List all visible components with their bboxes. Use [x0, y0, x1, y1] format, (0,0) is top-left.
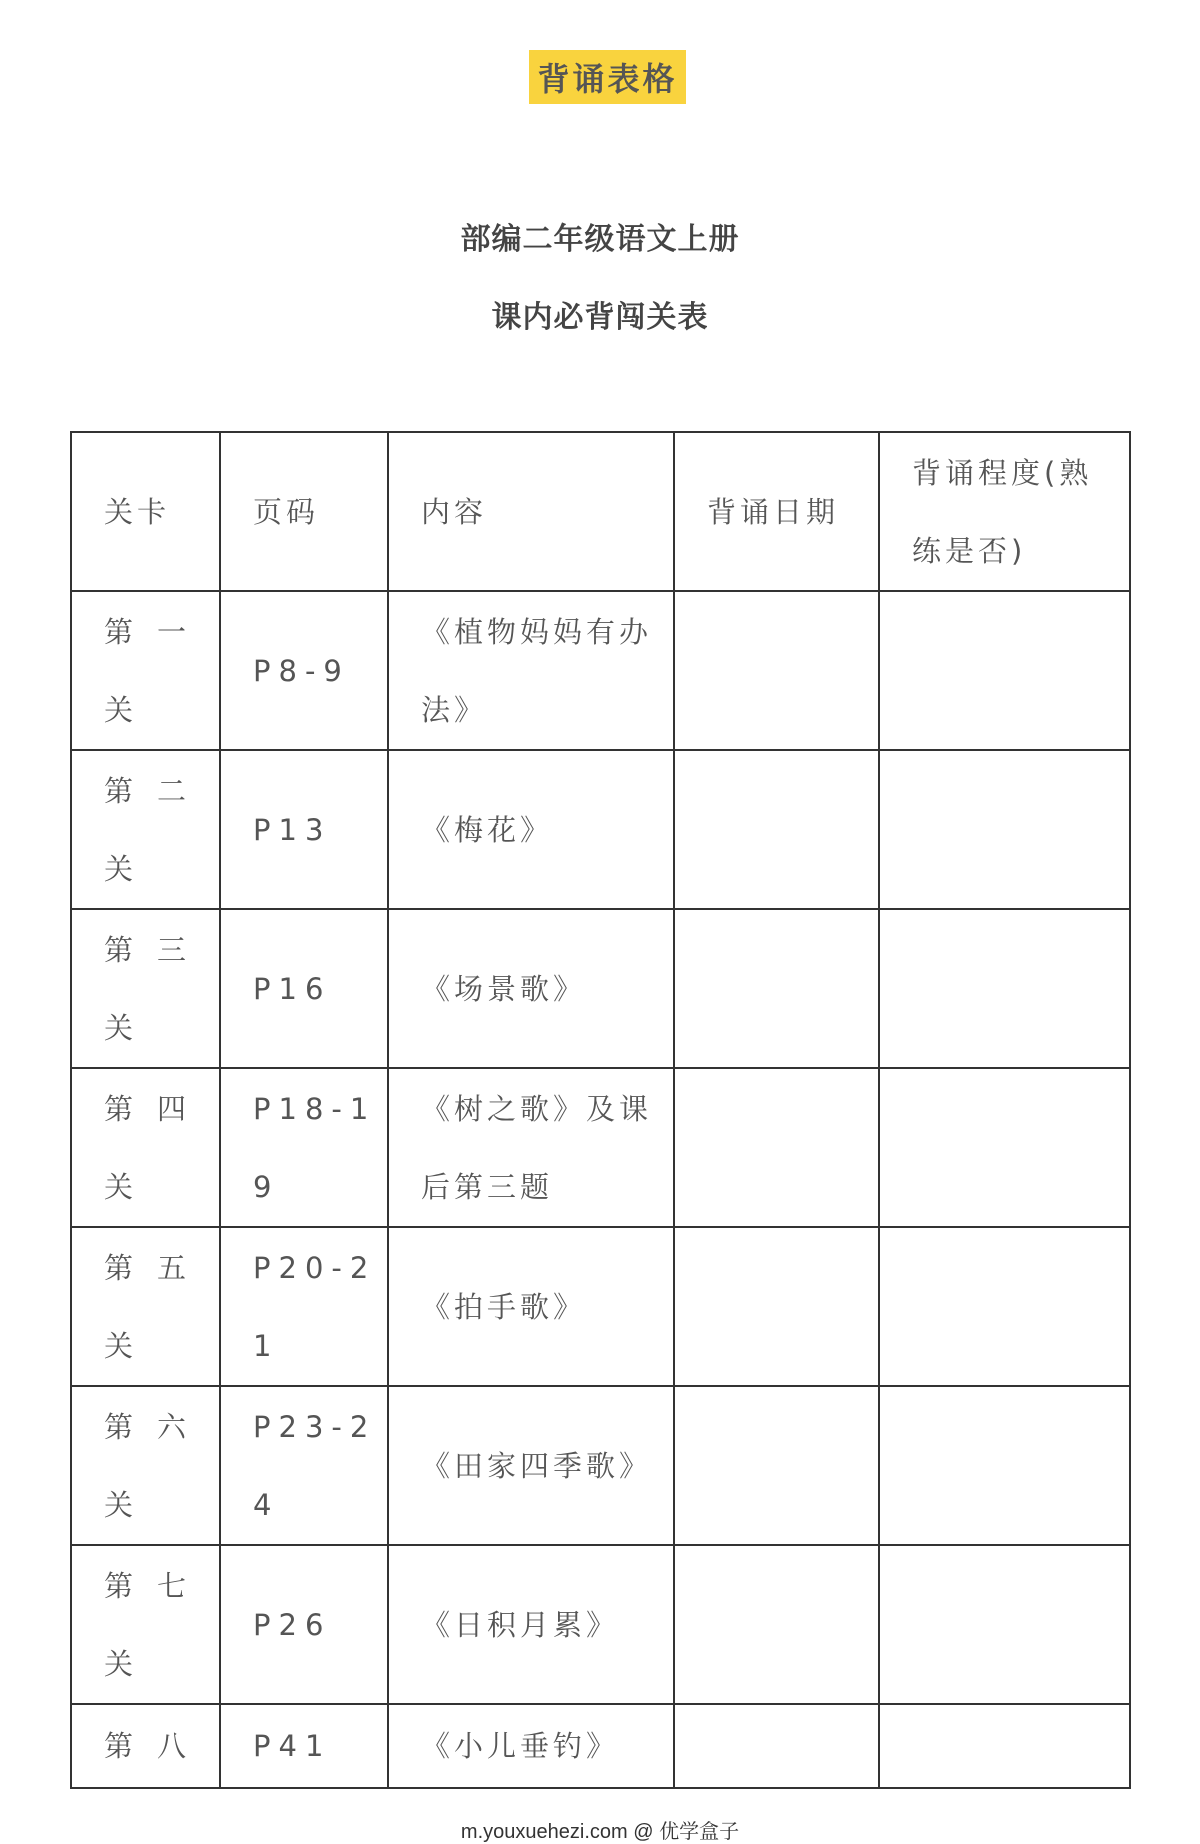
- level-cell: 第五关: [71, 1227, 220, 1386]
- footer-watermark: m.youxuehezi.com @ 优学盒子: [460, 1821, 740, 1843]
- page-cell: P41: [220, 1704, 388, 1788]
- page-cell: P18-19: [220, 1068, 388, 1227]
- page-subtitle: 课内必背闯关表: [491, 300, 709, 335]
- page-cell: P23-24: [220, 1386, 388, 1545]
- header-degree: 背诵程度(熟练是否): [879, 432, 1130, 591]
- content-cell: 《小儿垂钓》: [388, 1704, 674, 1788]
- level-cell: 第八: [71, 1704, 220, 1788]
- date-cell[interactable]: [674, 1386, 879, 1545]
- table-row: [71, 1227, 1130, 1386]
- content-cell: 《植物妈妈有办法》: [388, 591, 674, 750]
- degree-cell[interactable]: [879, 1068, 1130, 1227]
- content-cell: 《日积月累》: [388, 1545, 674, 1704]
- page-cell: P26: [220, 1545, 388, 1704]
- level-cell: 第三关: [71, 909, 220, 1068]
- content-cell: 《场景歌》: [388, 909, 674, 1068]
- level-cell: 第六关: [71, 1386, 220, 1545]
- page-title: 部编二年级语文上册: [460, 222, 740, 257]
- header-date: 背诵日期: [674, 432, 879, 591]
- date-cell[interactable]: [674, 1068, 879, 1227]
- date-cell[interactable]: [674, 750, 879, 909]
- date-cell[interactable]: [674, 1227, 879, 1386]
- table-row: [71, 1545, 1130, 1704]
- date-cell[interactable]: [674, 591, 879, 750]
- page-cell: P8-9: [220, 591, 388, 750]
- level-cell: 第四关: [71, 1068, 220, 1227]
- page-cell: P13: [220, 750, 388, 909]
- degree-cell[interactable]: [879, 591, 1130, 750]
- table-row: [71, 1704, 1130, 1788]
- content-cell: 《梅花》: [388, 750, 674, 909]
- degree-cell[interactable]: [879, 1704, 1130, 1788]
- recitation-table: [70, 431, 1131, 1789]
- content-cell: 《田家四季歌》: [388, 1386, 674, 1545]
- content-cell: 《拍手歌》: [388, 1227, 674, 1386]
- level-cell: 第一关: [71, 591, 220, 750]
- date-cell[interactable]: [674, 909, 879, 1068]
- table-header-row: [71, 432, 1130, 591]
- level-cell: 第七关: [71, 1545, 220, 1704]
- degree-cell[interactable]: [879, 1227, 1130, 1386]
- page-cell: P20-21: [220, 1227, 388, 1386]
- table-row: [71, 750, 1130, 909]
- header-badge: 背诵表格: [529, 50, 686, 104]
- degree-cell[interactable]: [879, 750, 1130, 909]
- table-row: [71, 591, 1130, 750]
- table-row: [71, 1386, 1130, 1545]
- level-cell: 第二关: [71, 750, 220, 909]
- header-page: 页码: [220, 432, 388, 591]
- header-level: 关卡: [71, 432, 220, 591]
- header-content: 内容: [388, 432, 674, 591]
- table-row: [71, 909, 1130, 1068]
- degree-cell[interactable]: [879, 1386, 1130, 1545]
- date-cell[interactable]: [674, 1704, 879, 1788]
- table-row: [71, 1068, 1130, 1227]
- date-cell[interactable]: [674, 1545, 879, 1704]
- degree-cell[interactable]: [879, 1545, 1130, 1704]
- content-cell: 《树之歌》及课后第三题: [388, 1068, 674, 1227]
- page-cell: P16: [220, 909, 388, 1068]
- degree-cell[interactable]: [879, 909, 1130, 1068]
